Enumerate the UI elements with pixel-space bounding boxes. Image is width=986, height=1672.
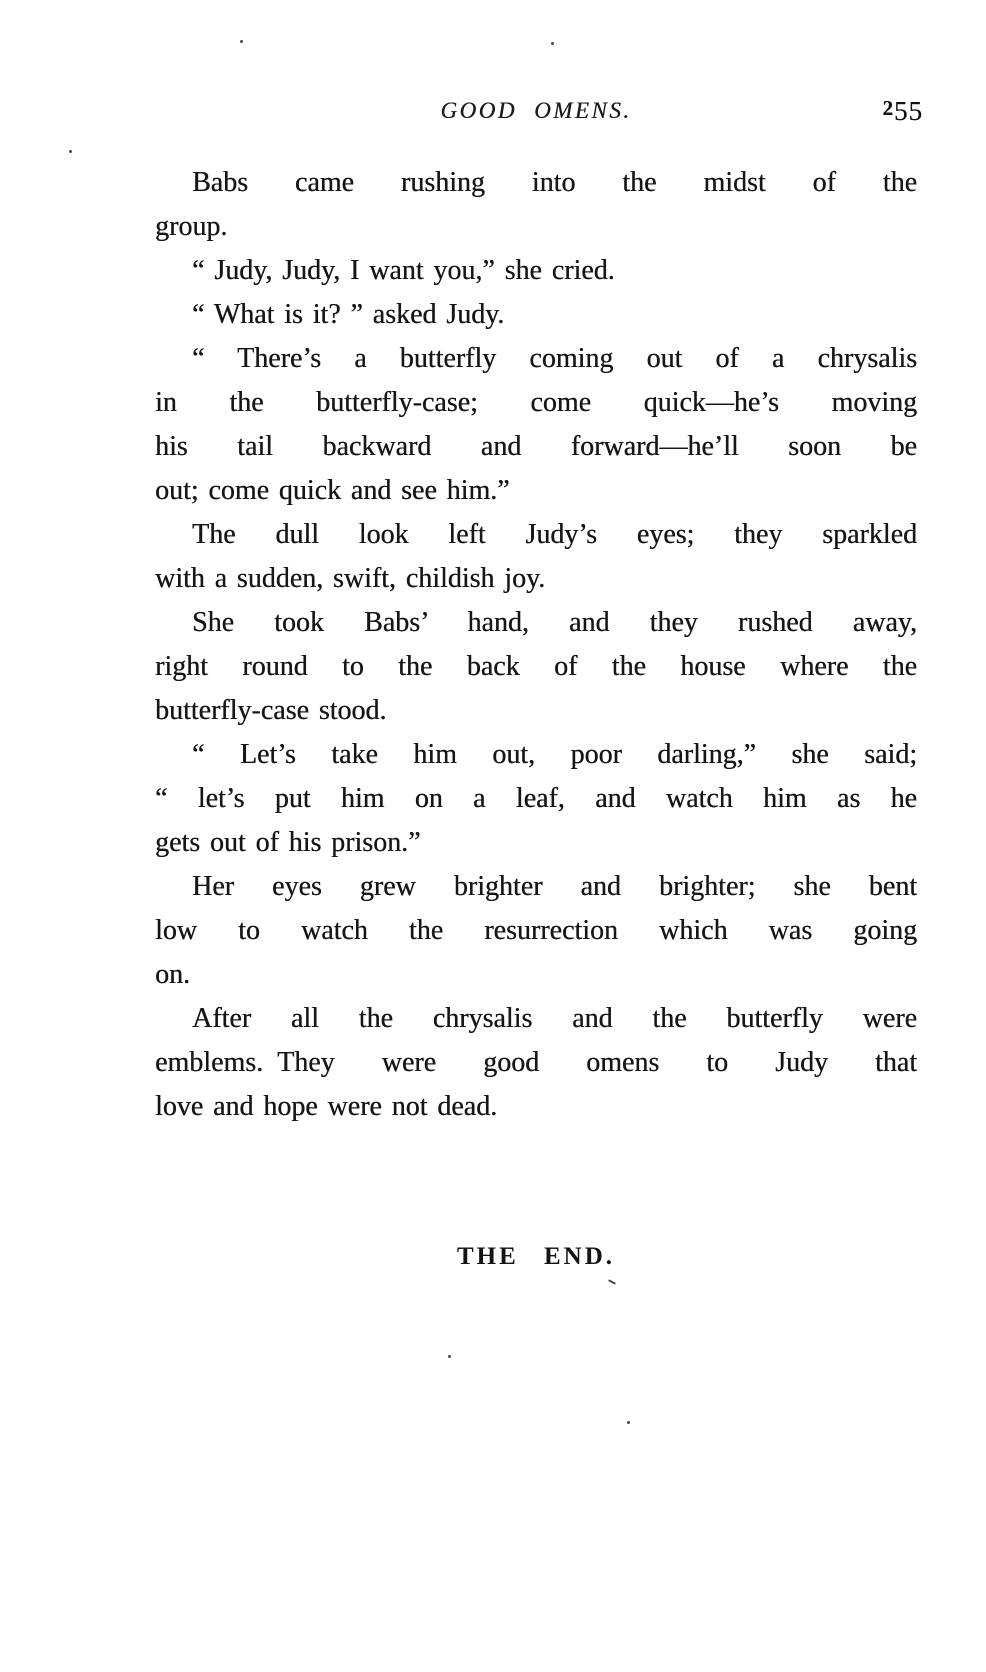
- text-line: with a sudden, swift, childish joy.: [155, 563, 546, 594]
- text-line: right round to the back of the house where the: [155, 651, 917, 682]
- text-line: emblems. They were good omens to Judy that: [155, 1047, 917, 1078]
- scan-speck: [448, 1355, 451, 1358]
- page-number-rest: 55: [894, 96, 923, 126]
- text-line: After all the chrysalis and the butterfly were: [192, 1003, 917, 1034]
- page-header: [155, 96, 923, 134]
- text-line: The dull look left Judy’s eyes; they sparkled: [192, 519, 917, 550]
- text-line: butterfly-case stood.: [155, 695, 387, 726]
- the-end-label: THE END.: [456, 1243, 616, 1270]
- body-text: [155, 161, 917, 1129]
- text-line: his tail backward and forward—he’ll soon be: [155, 431, 917, 462]
- page-number-first-digit: 2: [882, 96, 894, 120]
- page-number: [883, 96, 924, 127]
- text-line: love and hope were not dead.: [155, 1091, 498, 1122]
- running-title: GOOD OMENS.: [440, 98, 632, 123]
- text-line: “ Let’s take him out, poor darling,” she said;: [192, 739, 917, 770]
- text-line: in the butterfly-case; come quick—he’s moving: [155, 387, 917, 418]
- text-line: “ let’s put him on a leaf, and watch him as he: [155, 783, 917, 814]
- text-line: out; come quick and see him.”: [155, 475, 510, 506]
- text-line: Her eyes grew brighter and brighter; she bent: [192, 871, 917, 902]
- scan-speck: [608, 1279, 616, 1285]
- text-line: “ There’s a butterfly coming out of a chrysalis: [192, 343, 917, 374]
- text-line: gets out of his prison.”: [155, 827, 421, 858]
- scan-speck: [551, 42, 554, 45]
- text-line: group.: [155, 211, 228, 242]
- text-line: “ Judy, Judy, I want you,” she cried.: [192, 255, 615, 286]
- scan-speck: [627, 1421, 630, 1424]
- text-line: low to watch the resurrection which was going: [155, 915, 917, 946]
- text-line: She took Babs’ hand, and they rushed away,: [192, 607, 917, 638]
- scan-speck: [69, 150, 72, 153]
- text-line: on.: [155, 959, 190, 990]
- text-line: Babs came rushing into the midst of the: [192, 167, 917, 198]
- text-line: “ What is it? ” asked Judy.: [192, 299, 505, 330]
- scan-speck: [240, 40, 243, 43]
